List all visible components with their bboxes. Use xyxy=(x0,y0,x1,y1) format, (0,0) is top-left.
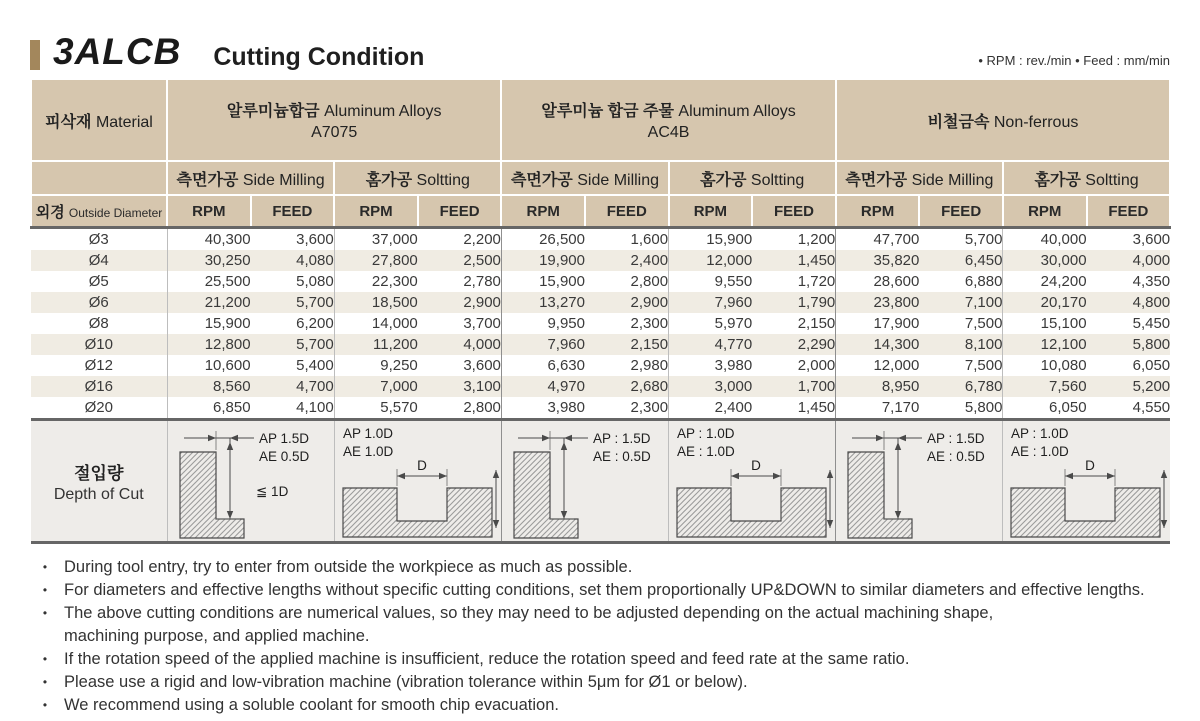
sub-ko: 홈가공 xyxy=(700,171,747,189)
d-label: D xyxy=(1085,458,1096,473)
ap-label: AP : 1.0D xyxy=(1011,426,1069,441)
table-row xyxy=(31,313,1170,334)
value-cell: 5,400 xyxy=(296,357,334,374)
value-cell: 7,500 xyxy=(964,315,1003,332)
value-cell: 24,200 xyxy=(1003,271,1087,292)
value-cell: 6,200 xyxy=(296,315,334,332)
value-cell: 5,570 xyxy=(334,397,418,420)
ap-label: AP : 1.0D xyxy=(677,426,735,441)
note-line xyxy=(30,671,1170,694)
value-cell: 9,250 xyxy=(334,355,418,376)
value-cell: 19,900 xyxy=(501,250,585,271)
group2-grade: AC4B xyxy=(647,124,690,141)
sub-ko: 측면가공 xyxy=(845,171,908,189)
table-header xyxy=(31,79,1170,228)
rpm-header: RPM xyxy=(1003,195,1087,228)
value-cell: 8,560 xyxy=(167,376,251,397)
ap-label: AP : 1.5D xyxy=(927,431,985,446)
bullet-icon: • xyxy=(42,583,48,597)
diameter-cell: Ø16 xyxy=(31,376,167,397)
material-label-ko: 피삭재 xyxy=(45,113,92,131)
sub-ko: 측면가공 xyxy=(510,171,573,189)
value-cell: 5,700 xyxy=(251,292,335,313)
diameter-cell: Ø8 xyxy=(88,315,109,332)
table-row xyxy=(31,397,1170,420)
feed-header: FEED xyxy=(1087,195,1171,228)
group2-name-en: Aluminum Alloys xyxy=(678,103,796,120)
material-group-nonferrous xyxy=(836,79,1170,161)
value-cell: 1,790 xyxy=(752,292,836,313)
value-cell: 10,600 xyxy=(167,355,251,376)
value-cell: 26,500 xyxy=(501,228,585,251)
sub-ko: 홈가공 xyxy=(1034,171,1081,189)
sub-ko: 홈가공 xyxy=(365,171,413,189)
value-cell: 3,600 xyxy=(296,231,334,248)
diameter-cell: Ø4 xyxy=(31,250,167,271)
value-cell: 4,970 xyxy=(501,376,585,397)
diameter-cell: Ø3 xyxy=(88,231,109,248)
value-cell: 35,820 xyxy=(836,250,920,271)
rpm-header: RPM xyxy=(501,195,585,228)
value-cell: 2,400 xyxy=(585,250,669,271)
sub-ko: 측면가공 xyxy=(176,171,239,189)
feed-header: FEED xyxy=(418,195,502,228)
note-text: During tool entry, try to enter from outside the workpiece as much as possible. xyxy=(64,558,633,576)
group1-name-ko: 알루미늄합금 xyxy=(226,103,320,120)
value-cell: 2,900 xyxy=(418,292,502,313)
value-cell: 9,550 xyxy=(669,271,753,292)
value-cell: 27,800 xyxy=(334,250,418,271)
depth-label-ko: 절입량 xyxy=(74,463,124,483)
value-cell: 15,900 xyxy=(501,271,585,292)
cutting-condition-table xyxy=(30,78,1171,544)
ae-label: AE : 1.0D xyxy=(677,444,735,459)
value-cell: 11,200 xyxy=(334,334,418,355)
value-cell: 1,450 xyxy=(752,250,836,271)
value-cell: 2,900 xyxy=(585,292,669,313)
value-cell: 3,980 xyxy=(501,397,585,420)
value-cell: 9,950 xyxy=(501,313,585,334)
value-cell: 4,770 xyxy=(669,334,753,355)
table-row xyxy=(31,228,1170,251)
diameter-cell: Ø10 xyxy=(31,334,167,355)
value-cell: 6,780 xyxy=(919,376,1003,397)
value-cell: 7,500 xyxy=(964,357,1003,374)
feed-header: FEED xyxy=(919,195,1003,228)
note-text: machining purpose, and applied machine. xyxy=(64,627,370,645)
value-cell: 21,200 xyxy=(167,292,251,313)
g1-slotting-header xyxy=(334,161,501,195)
ap-label: AP : 1.5D xyxy=(592,431,651,446)
value-cell: 23,800 xyxy=(836,292,920,313)
slotting-diagram xyxy=(335,422,502,540)
group3-name-en: Non-ferrous xyxy=(993,113,1079,131)
table-body xyxy=(31,228,1170,420)
value-cell: 2,300 xyxy=(630,315,669,332)
value-cell: 4,000 xyxy=(418,334,502,355)
feed-header: FEED xyxy=(752,195,836,228)
group3-name-ko: 비철금속 xyxy=(927,113,990,131)
value-cell: 7,100 xyxy=(919,292,1003,313)
value-cell: 47,700 xyxy=(836,228,920,251)
note-text: For diameters and effective lengths without specific cutting conditions, set them proportionally UP&DOWN to similar diameters and effective lengths. xyxy=(64,581,1145,599)
sub-en: Side Milling xyxy=(242,171,325,189)
value-cell: 28,600 xyxy=(836,271,920,292)
value-cell: 2,400 xyxy=(669,397,753,420)
g1-side-milling-header xyxy=(167,161,334,195)
value-cell: 5,970 xyxy=(669,313,753,334)
note-line xyxy=(30,625,1170,648)
title-bar xyxy=(30,0,1170,70)
note-text: The above cutting conditions are numerical values, so they may need to be adjusted depending on the actual machining shape, xyxy=(64,604,994,622)
depth-label-en: Depth of Cut xyxy=(53,485,144,503)
value-cell: 5,700 xyxy=(251,334,335,355)
depth-cell-g3-side xyxy=(836,420,1003,543)
value-cell: 4,550 xyxy=(1132,399,1171,416)
diameter-en: Outside Diameter xyxy=(68,205,163,220)
table-row xyxy=(31,334,1170,355)
material-group-ac4b xyxy=(501,79,835,161)
ap-label: AP 1.5D xyxy=(258,431,309,446)
bullet-icon: • xyxy=(42,652,48,666)
value-cell: 12,000 xyxy=(669,250,753,271)
outside-diameter-header xyxy=(31,195,167,228)
depth-row xyxy=(31,420,1170,543)
value-cell: 17,900 xyxy=(836,313,920,334)
note-text: Please use a rigid and low-vibration machine (vibration tolerance within 5μm for Ø1 or below). xyxy=(64,673,748,691)
value-cell: 1,200 xyxy=(797,231,836,248)
value-cell: 14,000 xyxy=(334,313,418,334)
ae-label: AE 1.0D xyxy=(342,444,393,459)
value-cell: 2,800 xyxy=(630,273,669,290)
value-cell: 2,000 xyxy=(797,357,836,374)
value-cell: 40,000 xyxy=(1003,228,1087,251)
value-cell: 4,100 xyxy=(296,399,334,416)
value-cell: 37,000 xyxy=(334,228,418,251)
bullet-icon: • xyxy=(42,606,48,620)
value-cell: 2,780 xyxy=(463,273,501,290)
bullet-icon: • xyxy=(42,698,48,712)
g3-slotting-header xyxy=(1003,161,1170,195)
group2-name-ko: 알루미늄 합금 주물 xyxy=(541,103,674,120)
value-cell: 5,800 xyxy=(1087,334,1171,355)
value-cell: 5,700 xyxy=(964,231,1003,248)
table-row xyxy=(31,250,1170,271)
table-row xyxy=(31,271,1170,292)
value-cell: 30,250 xyxy=(167,250,251,271)
note-line xyxy=(30,648,1170,671)
value-cell: 2,300 xyxy=(630,399,669,416)
depth-cell-g3-slot xyxy=(1003,420,1170,543)
notes xyxy=(30,556,1170,717)
side-milling-diagram xyxy=(836,422,1003,540)
value-cell: 18,500 xyxy=(334,292,418,313)
value-cell: 3,600 xyxy=(1132,231,1171,248)
value-cell: 5,200 xyxy=(1087,376,1171,397)
value-cell: 2,150 xyxy=(797,315,836,332)
value-cell: 6,880 xyxy=(964,273,1003,290)
depth-cell-g2-side xyxy=(501,420,668,543)
value-cell: 20,170 xyxy=(1003,292,1087,313)
note-line xyxy=(30,602,1170,625)
value-cell: 6,630 xyxy=(501,355,585,376)
value-cell: 40,300 xyxy=(167,228,251,251)
value-cell: 12,800 xyxy=(167,334,251,355)
table-row xyxy=(31,355,1170,376)
d-label: D xyxy=(416,458,427,473)
value-cell: 1,720 xyxy=(797,273,836,290)
ae-label: AE : 1.0D xyxy=(1011,444,1070,459)
catalog-page xyxy=(30,0,1170,717)
product-logo: 3ALCB xyxy=(53,31,182,72)
feed-header: FEED xyxy=(251,195,335,228)
value-cell: 6,050 xyxy=(1003,397,1087,420)
value-cell: 7,560 xyxy=(1003,376,1087,397)
depth-of-cut-row xyxy=(31,420,1170,543)
value-cell: 30,000 xyxy=(1003,250,1087,271)
group1-name-en: Aluminum Alloys xyxy=(324,103,442,120)
value-cell: 4,700 xyxy=(251,376,335,397)
value-cell: 2,680 xyxy=(585,376,669,397)
value-cell: 6,050 xyxy=(1132,357,1171,374)
value-cell: 15,900 xyxy=(167,313,251,334)
depth-cell-g1-side xyxy=(167,420,334,543)
g2-slotting-header xyxy=(669,161,836,195)
value-cell: 7,960 xyxy=(669,292,753,313)
sub-en: Side Milling xyxy=(577,171,660,189)
diameter-cell: Ø5 xyxy=(88,273,109,290)
value-cell: 3,600 xyxy=(463,357,501,374)
rpm-feed-header-row xyxy=(31,195,1170,228)
value-cell: 4,800 xyxy=(1087,292,1171,313)
value-cell: 3,980 xyxy=(669,355,753,376)
feed-header: FEED xyxy=(585,195,669,228)
value-cell: 5,080 xyxy=(296,273,334,290)
value-cell: 7,000 xyxy=(334,376,418,397)
value-cell: 2,150 xyxy=(585,334,669,355)
accent-bar-icon xyxy=(30,40,40,70)
process-header-row xyxy=(31,161,1170,195)
value-cell: 2,200 xyxy=(463,231,501,248)
value-cell: 8,950 xyxy=(836,376,920,397)
value-cell: 2,800 xyxy=(463,399,501,416)
side-milling-diagram xyxy=(502,422,669,540)
value-cell: 22,300 xyxy=(334,271,418,292)
rpm-header: RPM xyxy=(334,195,418,228)
rpm-header: RPM xyxy=(836,195,920,228)
value-cell: 7,960 xyxy=(501,334,585,355)
ae-label: AE : 0.5D xyxy=(927,449,986,464)
rpm-header: RPM xyxy=(167,195,251,228)
note-line xyxy=(30,556,1170,579)
value-cell: 1,600 xyxy=(630,231,669,248)
value-cell: 25,500 xyxy=(167,271,251,292)
material-label-en: Material xyxy=(95,113,153,131)
note-text: We recommend using a soluble coolant for smooth chip evacuation. xyxy=(64,696,559,714)
side-milling-diagram xyxy=(168,422,335,540)
value-cell: 7,170 xyxy=(836,397,920,420)
note-text: If the rotation speed of the applied machine is insufficient, reduce the rotation speed and feed rate at the same ratio. xyxy=(64,650,910,668)
note-line xyxy=(30,579,1170,602)
sub-en: Soltting xyxy=(1085,171,1139,189)
group1-grade: A7075 xyxy=(311,124,358,141)
ae-label: AE : 0.5D xyxy=(592,449,651,464)
value-cell: 5,800 xyxy=(964,399,1003,416)
value-cell: 2,500 xyxy=(418,250,502,271)
material-label-cell xyxy=(31,79,167,161)
value-cell: 12,100 xyxy=(1003,334,1087,355)
d-label: D xyxy=(751,458,761,473)
rpm-header: RPM xyxy=(669,195,753,228)
sub-en: Soltting xyxy=(416,171,470,189)
value-cell: 3,000 xyxy=(669,376,753,397)
value-cell: 3,700 xyxy=(463,315,501,332)
diameter-ko: 외경 xyxy=(35,203,65,221)
diameter-cell: Ø12 xyxy=(84,357,113,374)
value-cell: 4,080 xyxy=(251,250,335,271)
value-cell: 3,100 xyxy=(418,376,502,397)
g3-side-milling-header xyxy=(836,161,1003,195)
value-cell: 8,100 xyxy=(919,334,1003,355)
value-cell: 5,450 xyxy=(1132,315,1171,332)
value-cell: 1,450 xyxy=(797,399,836,416)
slotting-diagram xyxy=(1003,422,1170,540)
value-cell: 4,350 xyxy=(1132,273,1171,290)
bullet-icon: • xyxy=(42,675,48,689)
depth-cell-g1-slot xyxy=(334,420,501,543)
value-cell: 6,850 xyxy=(167,397,251,420)
sub-en: Soltting xyxy=(750,171,805,189)
diameter-cell: Ø20 xyxy=(84,399,113,416)
material-header-row xyxy=(31,79,1170,161)
diameter-cell: Ø6 xyxy=(31,292,167,313)
bullet-icon: • xyxy=(42,560,48,574)
units-note: • RPM : rev./min • Feed : mm/min xyxy=(978,53,1170,68)
bullet-icon xyxy=(38,625,52,648)
value-cell: 10,080 xyxy=(1003,355,1087,376)
empty-header-cell xyxy=(31,161,167,195)
depth-cell-g2-slot xyxy=(669,420,836,543)
value-cell: 4,000 xyxy=(1087,250,1171,271)
max-depth-label: ≦ 1D xyxy=(255,484,288,499)
value-cell: 12,000 xyxy=(836,355,920,376)
ap-label: AP 1.0D xyxy=(342,426,393,441)
slotting-diagram xyxy=(669,422,836,540)
note-line xyxy=(30,694,1170,717)
table-row xyxy=(31,376,1170,397)
value-cell: 6,450 xyxy=(919,250,1003,271)
value-cell: 14,300 xyxy=(836,334,920,355)
material-group-a7075 xyxy=(167,79,501,161)
value-cell: 13,270 xyxy=(501,292,585,313)
value-cell: 2,290 xyxy=(752,334,836,355)
depth-label-cell xyxy=(31,420,167,543)
ae-label: AE 0.5D xyxy=(258,449,309,464)
value-cell: 15,100 xyxy=(1003,313,1087,334)
page-title: Cutting Condition xyxy=(213,42,425,71)
sub-en: Side Milling xyxy=(911,171,994,189)
value-cell: 15,900 xyxy=(669,228,753,251)
g2-side-milling-header xyxy=(501,161,668,195)
value-cell: 2,980 xyxy=(630,357,669,374)
table-row xyxy=(31,292,1170,313)
value-cell: 1,700 xyxy=(752,376,836,397)
